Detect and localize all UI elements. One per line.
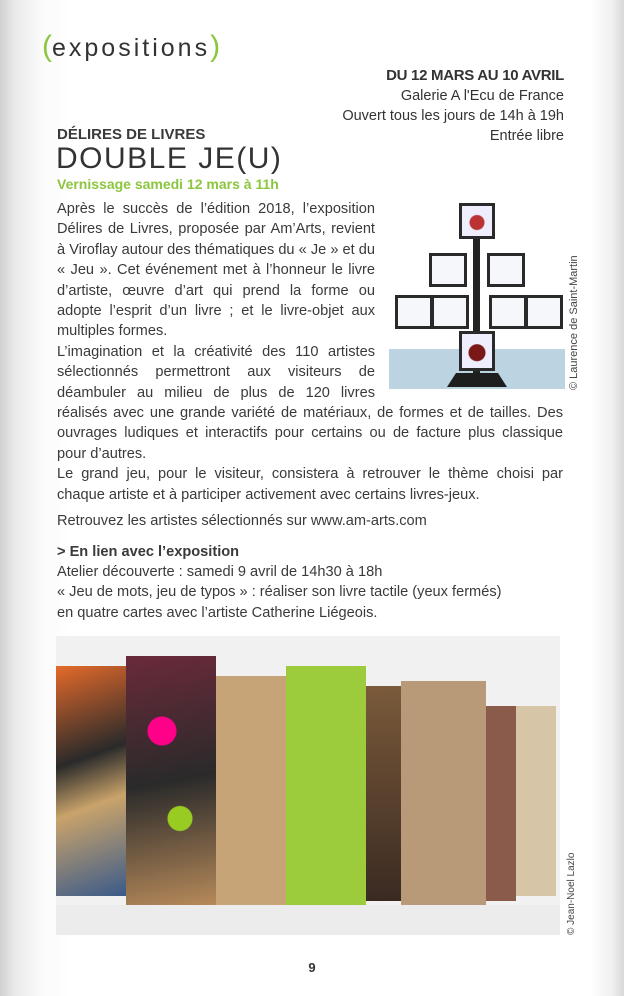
related-heading: > En lien avec l’exposition	[57, 543, 240, 560]
photo-credit: © Jean-Noel Lazlo	[566, 852, 577, 935]
event-venue: Galerie A l'Ecu de France	[400, 88, 564, 104]
paragraph: L’imagination et la créativité des 110 artistes sélectionnés permettront aux visiteurs de déambuler au milieu de plus de 120 livres réalisés avec une grande variété de matériaux, de formes et de tailles. Des ouvrages ludiques et interactifs pour certains ou de facture plus classique pour d’autres.	[57, 343, 563, 462]
section-header: (expositions)	[42, 30, 221, 63]
photo-credit: © Laurence de Saint-Martin	[568, 255, 580, 390]
paragraph: Après le succès de l’édition 2018, l’exposition Délires de Livres, proposée par Am’Arts, revient à Viroflay autour des thématiques du « Je » et du « Jeu ». Cet événement met à l’honneur le livre d’artiste, œuvre d’art qui prend la forme ou adopte l’esprit d’un livre ; et le livre-objet aux multiples formes.	[57, 201, 375, 340]
accordion-book-photo	[56, 636, 560, 935]
vernissage-line: Vernissage samedi 12 mars à 11h	[57, 176, 279, 192]
related-line: « Jeu de mots, jeu de typos » : réaliser son livre tactile (yeux fermés)	[57, 584, 502, 601]
event-dates: DU 12 MARS AU 10 AVRIL	[386, 67, 564, 84]
page-number: 9	[308, 960, 316, 975]
book-tree-sculpture-photo	[389, 201, 565, 391]
article-body	[57, 199, 563, 623]
event-info	[342, 66, 564, 146]
section-label: expositions	[52, 34, 211, 62]
event-hours: Ouvert tous les jours de 14h à 19h	[342, 108, 564, 124]
article-kicker: DÉLIRES DE LIVRES	[57, 126, 206, 143]
related-line: Atelier découverte : samedi 9 avril de 14h30 à 18h	[57, 563, 383, 580]
related-line: en quatre cartes avec l’artiste Catherine Liégeois.	[57, 604, 378, 621]
event-entry: Entrée libre	[489, 128, 564, 144]
paragraph: Le grand jeu, pour le visiteur, consistera à retrouver le thème choisi par chaque artiste et à participer activement avec certains livres-jeux.	[57, 466, 563, 503]
website-line: Retrouvez les artistes sélectionnés sur www.am-arts.com	[57, 513, 427, 530]
article-title: DOUBLE JE(U)	[56, 142, 283, 175]
